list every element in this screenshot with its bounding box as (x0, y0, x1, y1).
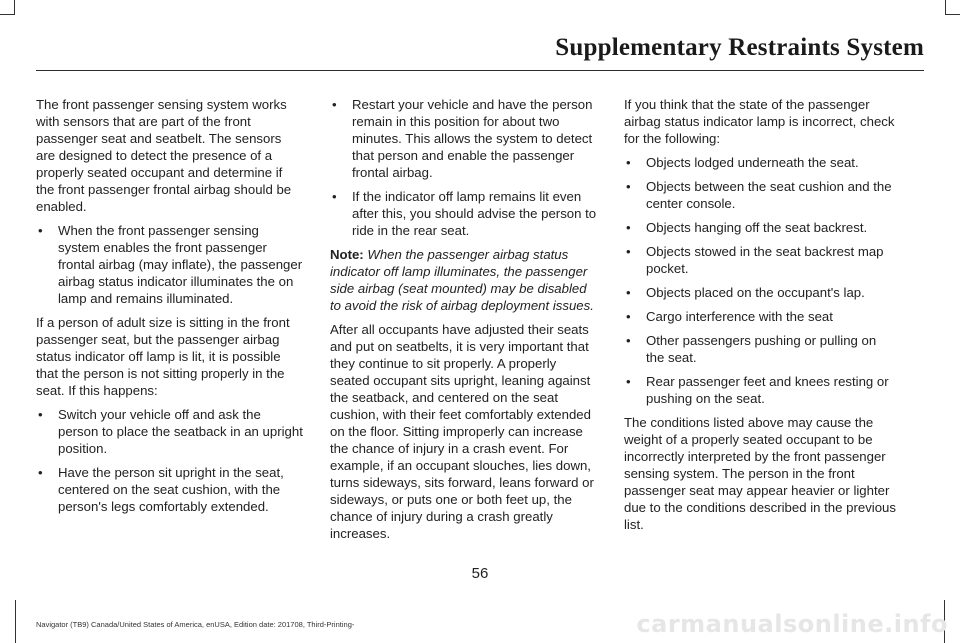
bullet-icon: • (626, 155, 631, 170)
bullet-list (36, 406, 304, 515)
column-1 (36, 96, 304, 522)
bullet-icon: • (626, 285, 631, 300)
bullet-icon: • (626, 179, 631, 194)
note (330, 246, 598, 314)
list-item: • Have the person sit upright in the seat, centered on the seat cushion, with the person's legs comfortably extended. (38, 465, 284, 514)
crop-mark-bottom-left (15, 600, 16, 643)
list-item: • Restart your vehicle and have the person remain in this position for about two minutes. This allows the system to detect that person and enable the passenger frontal airbag. (332, 97, 593, 180)
paragraph: After all occupants have adjusted their seats and put on seatbelts, it is very important that they continue to sit properly. A properly seated occupant sits upright, leaning against the seatback, and centered on the seat cushion, with their feet comfortably extended on the floor. Sitting improperly can increase the chance of injury in a crash event. For example, if an occupant slouches, lies down, turns sideways, sits forward, leans forward or sideways, or puts one or both feet up, the chance of injury during a crash greatly increases. (330, 322, 594, 541)
paragraph: If you think that the state of the passenger airbag status indicator lamp is incorrect, check for the following: (624, 97, 895, 146)
footer-text: Navigator (TB9) Canada/United States of America, enUSA, Edition date: 201708, Third-Printing- (36, 620, 355, 629)
bullet-list (36, 222, 304, 307)
bullet-icon: • (626, 374, 631, 389)
list-item: • Switch your vehicle off and ask the person to place the seatback in an upright position. (38, 407, 303, 456)
bullet-icon: • (332, 97, 337, 112)
header-rule (36, 70, 924, 71)
bullet-icon: • (626, 244, 631, 259)
list-item: • Objects placed on the occupant's lap. (626, 285, 865, 300)
crop-mark-top-left (0, 0, 15, 15)
paragraph: The conditions listed above may cause the weight of a properly seated occupant to be incorrectly interpreted by the front passenger sensing system. The person in the front passenger seat may appear heavier or lighter due to the conditions described in the previous list. (624, 415, 896, 532)
page-number: 56 (471, 565, 489, 582)
bullet-icon: • (626, 309, 631, 324)
bullet-icon: • (332, 189, 337, 204)
list-item: • If the indicator off lamp remains lit even after this, you should advise the person to ride in the rear seat. (332, 189, 597, 238)
note-label: Note: (330, 247, 364, 262)
list-item: • Objects stowed in the seat backrest map pocket. (626, 244, 884, 276)
list-item: • Cargo interference with the seat (626, 309, 833, 324)
bullet-list (624, 154, 896, 407)
paragraph: If a person of adult size is sitting in the front passenger seat, but the passenger airbag status indicator off lamp is lit, it is possible that the person is not sitting properly in the seat. If this happens: (36, 315, 290, 398)
bullet-icon: • (38, 223, 43, 238)
list-item: • Objects lodged underneath the seat. (626, 155, 859, 170)
watermark: carmanualsonline.info (636, 610, 948, 638)
paragraph: The front passenger sensing system works with sensors that are part of the front passenger seat and seatbelt. The sensors are designed to detect the presence of a properly seated occupant and determine if the front passenger frontal airbag should be enabled. (36, 97, 292, 214)
bullet-icon: • (38, 407, 43, 422)
page-title: Supplementary Restraints System (555, 34, 924, 61)
bullet-icon: • (626, 220, 631, 235)
list-item: • Objects hanging off the seat backrest. (626, 220, 868, 235)
bullet-icon: • (38, 465, 43, 480)
crop-mark-top-right (945, 0, 960, 15)
list-item: • When the front passenger sensing system enables the front passenger frontal airbag (may inflate), the passenger airbag status indicator illuminates the on lamp and remains illuminated. (38, 223, 303, 306)
list-item: • Objects between the seat cushion and the center console. (626, 179, 892, 211)
list-item: • Rear passenger feet and knees resting or pushing on the seat. (626, 374, 889, 406)
bullet-icon: • (626, 333, 631, 348)
list-item: • Other passengers pushing or pulling on the seat. (626, 333, 877, 365)
column-2 (330, 96, 598, 549)
column-3 (624, 96, 896, 540)
note-text: When the passenger airbag status indicator off lamp illuminates, the passenger side airbag (seat mounted) may be disabled to avoid the risk of airbag deployment issues. (330, 247, 594, 313)
bullet-list (330, 96, 598, 239)
